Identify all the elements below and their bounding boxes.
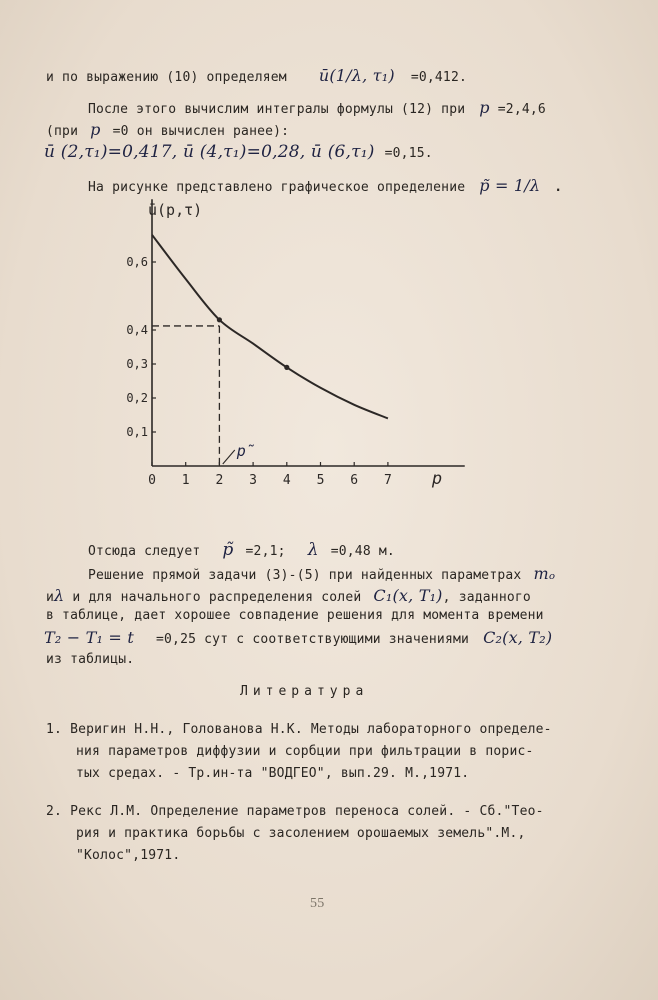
x-tick-label-4: 4 — [282, 473, 291, 488]
reference-2-line-2: рия и практика борьбы с засолением орошаемых земель".М., — [76, 826, 526, 841]
conclusion-line-3-a: и — [46, 590, 55, 605]
annotation-pointer — [223, 450, 235, 464]
formula-u-1-lambda: ū(1/λ, τ₁) — [318, 66, 395, 85]
y-tick-label-0,1: 0,1 — [126, 425, 148, 439]
x-tick-label-5: 5 — [316, 473, 325, 488]
conclusion-prefix: Отсюда следует — [88, 544, 201, 559]
intro-line-5-end: . — [554, 180, 563, 195]
conclusion-line-5 — [44, 628, 552, 647]
formula-lambda: λ — [307, 540, 319, 560]
conclusion-line-1 — [88, 540, 395, 560]
reference-1-line-2: ния параметров диффузии и сорбции при фильтрации в порис- — [76, 744, 534, 759]
formula-p-tilde: p̃ = 1/λ — [479, 176, 541, 195]
page-number: 55 — [310, 896, 325, 911]
intro-line-2-text: После этого вычислим интегралы формулы (12) при — [88, 102, 466, 117]
reference-1-line-3: тых средах. - Тр.ин-та "ВОДГЕО", вып.29. М.,1971. — [76, 766, 470, 781]
conclusion-line-2-text: Решение прямой задачи (3)-(5) при найденных параметрах — [88, 568, 522, 583]
conclusion-line-5-text: =0,25 сут с соответствующими значениями — [156, 632, 470, 647]
x-tick-label-1: 1 — [181, 473, 190, 488]
formula-p-2: p — [90, 120, 101, 139]
conclusion-line-6-text: из таблицы. — [46, 652, 135, 667]
x-tick-label-2: 2 — [215, 473, 224, 488]
formula-c2: C₂(x, T₂) — [483, 628, 553, 647]
intro-line-3-rest: =0 он вычислен ранее): — [112, 124, 290, 139]
intro-line-1-value: =0,412. — [410, 70, 467, 85]
intro-line-2-values: =2,4,6 — [497, 102, 546, 117]
conclusion-line-3 — [46, 586, 531, 605]
conclusion-line-2 — [88, 564, 555, 583]
intro-line-1-text: и по выражению (10) определяем — [46, 70, 287, 85]
x-tick-label-3: 3 — [249, 473, 258, 488]
y-tick-label-0,3: 0,3 — [126, 357, 148, 371]
marked-point-2 — [284, 365, 289, 370]
formula-u-values: ū (2,τ₁)=0,417, ū (4,τ₁)=0,28, ū (6,τ₁) — [44, 142, 375, 162]
marked-point-1 — [217, 317, 222, 322]
curve-u-p — [152, 235, 388, 419]
conclusion-line-3-b: и для начального распределения солей — [72, 590, 362, 605]
conclusion-line-6 — [46, 652, 134, 667]
conclusion-line-4-text: в таблице, дает хорошее совпадение решения для момента времени — [46, 608, 544, 623]
reference-2-line-3: "Колос",1971. — [76, 848, 181, 863]
x-tick-label-7: 7 — [383, 473, 392, 488]
x-axis-label: p — [431, 469, 443, 489]
intro-line-5-text: На рисунке представлено графическое определение — [88, 180, 466, 195]
formula-p: p — [479, 98, 490, 117]
formula-c1: C₁(x, T₁) — [373, 586, 443, 605]
formula-lambda-2: λ — [54, 586, 65, 605]
conclusion-line-3-c: , заданного — [442, 590, 531, 605]
references-heading: Литература — [240, 684, 369, 699]
y-tick-label-0,6: 0,6 — [126, 255, 148, 269]
formula-m0: mₒ — [533, 564, 556, 583]
intro-line-4-value: =0,15. — [384, 146, 433, 161]
annotation-p-tilde: p̃ — [236, 442, 255, 460]
conclusion-line-4 — [46, 608, 544, 623]
x-tick-label-0: 0 — [148, 473, 156, 488]
intro-line-3-open: (при — [46, 124, 79, 139]
y-tick-label-0,4: 0,4 — [126, 323, 148, 337]
formula-p-tilde-2: p̃ — [222, 540, 234, 560]
plot-layer — [126, 199, 464, 489]
y-tick-label-0,2: 0,2 — [126, 391, 148, 405]
conclusion-p-value: =2,1; — [245, 544, 286, 559]
reference-1-line-1: 1. Веригин Н.Н., Голованова Н.К. Методы лабораторного определе- — [46, 722, 552, 737]
y-axis-label: ū(p,τ) — [148, 201, 203, 220]
formula-t2-t1: T₂ − T₁ = t — [44, 628, 134, 647]
conclusion-lambda-value: =0,48 м. — [330, 544, 395, 559]
x-tick-label-6: 6 — [350, 473, 359, 488]
reference-2-line-1: 2. Рекс Л.М. Определение параметров переноса солей. - Сб."Тео- — [46, 804, 544, 819]
